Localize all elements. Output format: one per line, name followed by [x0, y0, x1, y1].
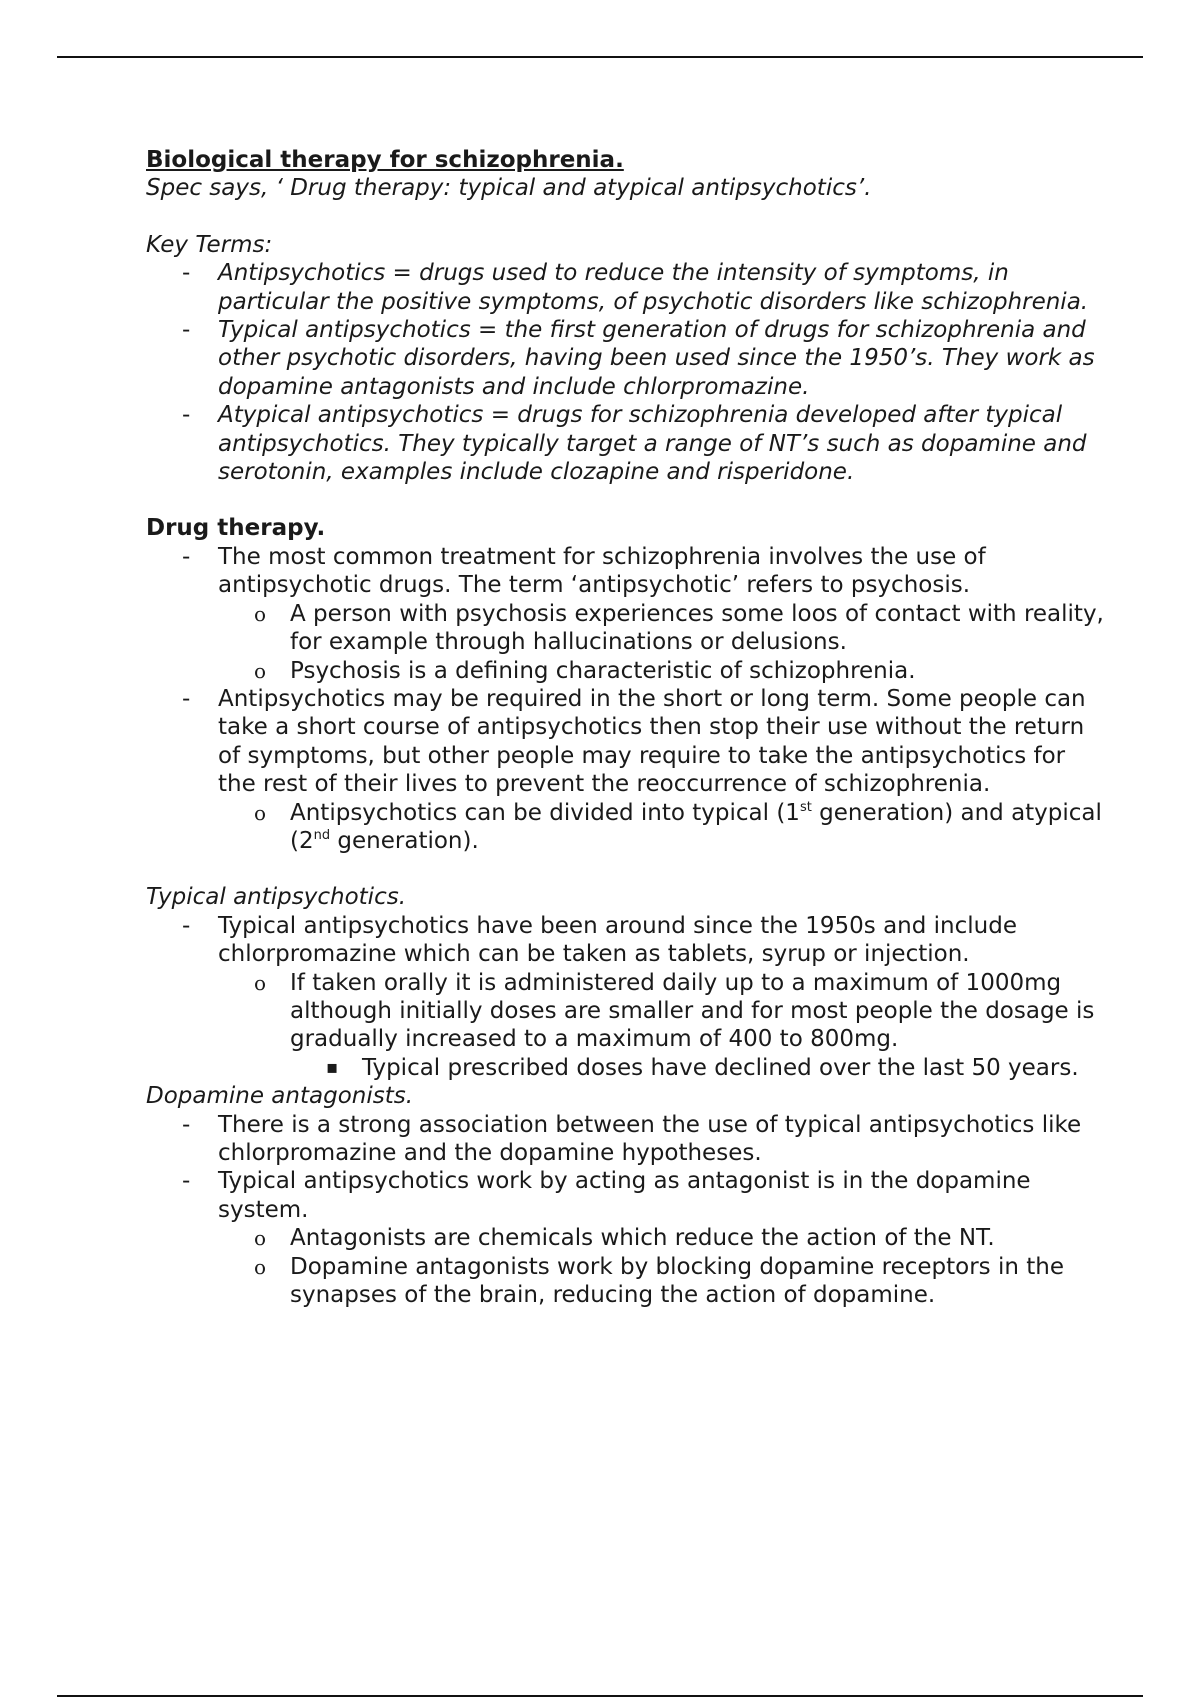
list-item-text: Psychosis is a defining characteristic of schizophrenia.: [290, 657, 916, 684]
dash-bullet: -: [182, 402, 191, 429]
list-item-text: Dopamine antagonists work by blocking dopamine receptors in the synapses of the brain, reducing the action of dopamine.: [290, 1253, 1064, 1309]
text-run: generation).: [330, 827, 479, 854]
list-item-text: If taken orally it is administered daily up to a maximum of 1000mg although initially doses are smaller and for most people the dosage is gradually increased to a maximum of 400 to 800mg.: [290, 969, 1095, 1053]
page-title: Biological therapy for schizophrenia.: [146, 147, 624, 173]
list-item: [146, 1253, 1106, 1310]
text-run: generation) and atypical (2: [290, 799, 1102, 854]
drug-therapy-sublist: [146, 600, 1106, 685]
document-body: [146, 146, 1106, 1309]
square-bullet: ▪: [326, 1056, 339, 1078]
circle-bullet: o: [254, 800, 267, 825]
circle-bullet: o: [254, 1226, 267, 1251]
superscript: st: [799, 799, 812, 815]
spacer: [146, 203, 1106, 231]
list-item-text: Antipsychotics may be required in the short or long term. Some people can take a short course of antipsychotics then stop their use without the return of symptoms, but other people may require to take the antipsychotics for the rest of their lives to prevent the reoccurrence of schizophrenia.: [218, 685, 1086, 798]
circle-bullet: o: [254, 658, 267, 683]
list-item: [146, 685, 1106, 799]
list-item-text: Typical antipsychotics have been around since the 1950s and include chlorpromazine which can be taken as tablets, syrup or injection.: [218, 912, 1017, 968]
list-item: [146, 1224, 1106, 1252]
list-item: [146, 1167, 1106, 1224]
dash-bullet: -: [182, 1168, 191, 1195]
key-terms-list: [146, 259, 1106, 486]
dash-bullet: -: [182, 685, 191, 712]
dash-bullet: -: [182, 912, 191, 939]
list-item-text: Antagonists are chemicals which reduce the action of the NT.: [290, 1225, 995, 1252]
dash-bullet: -: [182, 1111, 191, 1138]
list-item: [146, 799, 1106, 856]
spacer: [146, 855, 1106, 883]
key-terms-heading: Key Terms:: [146, 231, 273, 258]
footer-rule: [57, 1695, 1143, 1697]
list-item: [146, 600, 1106, 657]
dash-bullet: -: [182, 317, 191, 344]
list-item: [146, 401, 1106, 486]
dash-bullet: -: [182, 260, 191, 287]
spec-line: Spec says, ‘ Drug therapy: typical and atypical antipsychotics’.: [146, 175, 872, 202]
dopamine-sublist: [146, 1224, 1106, 1309]
typical-sublist: [146, 969, 1106, 1054]
text-run: Antipsychotics can be divided into typical (1: [290, 799, 800, 826]
list-item: [146, 259, 1106, 316]
list-item-text: A person with psychosis experiences some loos of contact with reality, for example through hallucinations or delusions.: [290, 600, 1104, 656]
drug-therapy-sublist: [146, 799, 1106, 856]
header-rule: [57, 56, 1143, 58]
list-item: [146, 543, 1106, 600]
list-item: [146, 657, 1106, 685]
circle-bullet: o: [254, 1254, 267, 1279]
drug-therapy-list: [146, 543, 1106, 600]
typical-heading: Typical antipsychotics.: [146, 884, 407, 911]
list-item: [146, 969, 1106, 1054]
list-item: [146, 1054, 1106, 1082]
typical-subsublist: [146, 1054, 1106, 1082]
list-item-text: The most common treatment for schizophrenia involves the use of antipsychotic drugs. The term ‘antipsychotic’ refers to psychosis.: [218, 543, 986, 599]
key-term-text: Atypical antipsychotics = drugs for schizophrenia developed after typical antipsychotics. They typically target a range of NT’s such as dopamine and serotonin, examples include clozapine and risperidone.: [218, 402, 1087, 486]
key-term-text: Typical antipsychotics = the first generation of drugs for schizophrenia and other psychotic disorders, having been used since the 1950’s. They work as dopamine antagonists and include chlorpromazine.: [218, 317, 1095, 400]
list-item: [146, 1111, 1106, 1168]
circle-bullet: o: [254, 970, 267, 995]
dopamine-heading: Dopamine antagonists.: [146, 1083, 414, 1110]
list-item-text: Typical antipsychotics work by acting as antagonist is in the dopamine system.: [218, 1168, 1031, 1223]
list-item-text: There is a strong association between the use of typical antipsychotics like chlorpromazine and the dopamine hypotheses.: [218, 1111, 1082, 1166]
list-item: [146, 912, 1106, 969]
list-item-text: Typical prescribed doses have declined over the last 50 years.: [362, 1054, 1079, 1081]
drug-therapy-list: [146, 685, 1106, 799]
dopamine-list: [146, 1111, 1106, 1225]
spacer: [146, 486, 1106, 514]
dash-bullet: -: [182, 543, 191, 570]
generation-text: [290, 800, 1102, 854]
typical-list: [146, 912, 1106, 969]
drug-therapy-heading: Drug therapy.: [146, 515, 326, 542]
list-item: [146, 316, 1106, 401]
key-term-text: Antipsychotics = drugs used to reduce the intensity of symptoms, in particular the positive symptoms, of psychotic disorders like schizophrenia.: [218, 260, 1089, 315]
superscript: nd: [313, 827, 331, 843]
circle-bullet: o: [254, 601, 267, 626]
